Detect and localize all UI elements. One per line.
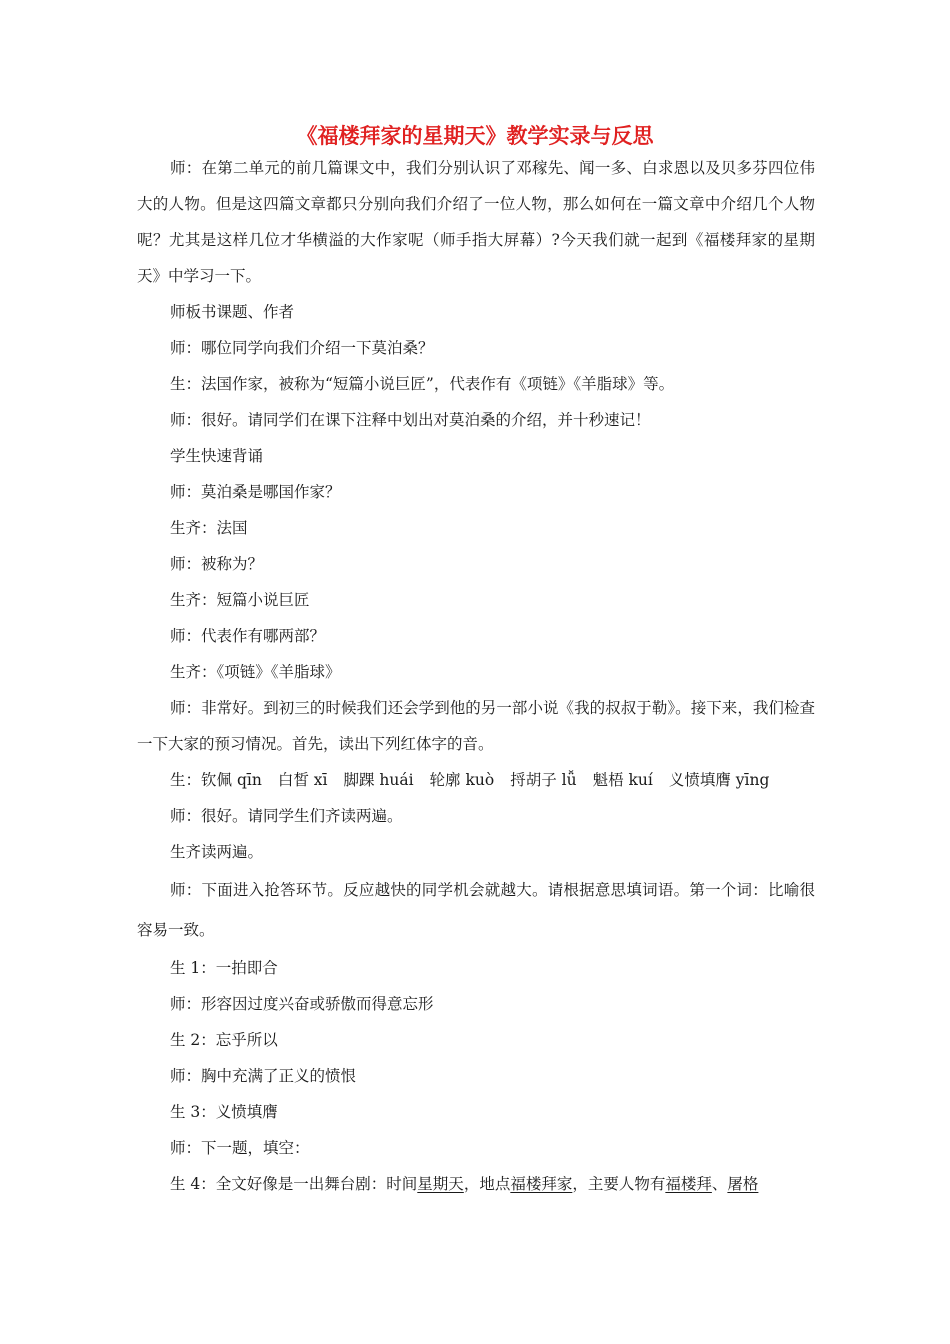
paragraph: 师：形容因过度兴奋或骄傲而得意忘形 <box>170 995 434 1013</box>
paragraph: 师：哪位同学向我们介绍一下莫泊桑？ <box>170 339 434 357</box>
paragraph: 生 3：义愤填膺 <box>170 1103 278 1121</box>
paragraph: 师：很好。请同学们在课下注释中划出对莫泊桑的介绍，并十秒速记！ <box>170 411 651 429</box>
paragraph: 师板书课题、作者 <box>170 303 295 321</box>
paragraph: 生齐：法国 <box>170 519 248 537</box>
paragraph: 师：被称为？ <box>170 555 264 573</box>
paragraph: 生 1：一拍即合 <box>170 959 278 977</box>
underlined-answer: 福楼拜家 <box>510 1175 573 1193</box>
pinyin-item: 义愤填膺 yīng <box>668 771 770 789</box>
document-title: 《福楼拜家的星期天》教学实录与反思 <box>296 124 654 148</box>
paragraph: 师：下面进入抢答环节。反应越快的同学机会就越大。请根据意思填词语。第一个词：比喻很容易一致。 <box>137 881 815 939</box>
paragraph: 生：法国作家，被称为“短篇小说巨匠”，代表作有《项链》《羊脂球》等。 <box>170 375 675 393</box>
pinyin-item: 白皙 xī <box>277 771 328 789</box>
pinyin-item: 轮廓 kuò <box>429 771 495 789</box>
paragraph: 生 2：忘乎所以 <box>170 1031 278 1049</box>
underlined-answer: 屠格 <box>727 1175 759 1193</box>
text-segment: 、 <box>711 1175 728 1193</box>
pinyin-item: 钦佩 qīn <box>201 771 262 789</box>
pinyin-prefix: 生： <box>170 771 202 789</box>
paragraph: 生齐读两遍。 <box>170 843 264 861</box>
text-segment: ，地点 <box>463 1175 511 1193</box>
pinyin-line <box>137 762 815 798</box>
paragraph: 师：莫泊桑是哪国作家？ <box>170 483 341 501</box>
last-line <box>137 1166 815 1202</box>
paragraph: 学生快速背诵 <box>170 447 264 465</box>
paragraph: 生齐：短篇小说巨匠 <box>170 591 310 609</box>
paragraph: 师：很好。请同学生们齐读两遍。 <box>170 807 403 825</box>
text-segment: ，主要人物有 <box>572 1175 666 1193</box>
paragraph: 师：下一题，填空： <box>170 1139 310 1157</box>
document-body <box>137 150 815 1202</box>
paragraph: 师：代表作有哪两部？ <box>170 627 326 645</box>
pinyin-item: 捋胡子 lǚ <box>510 771 577 789</box>
paragraph: 师：胸中充满了正义的愤恨 <box>170 1067 357 1085</box>
pinyin-item: 脚踝 huái <box>343 771 414 789</box>
paragraph: 生齐：《项链》《羊脂球》 <box>170 663 341 681</box>
pinyin-item: 魁梧 kuí <box>592 771 653 789</box>
text-segment: 生 4：全文好像是一出舞台剧：时间 <box>170 1175 418 1193</box>
underlined-answer: 福楼拜 <box>665 1175 712 1193</box>
paragraph: 师：在第二单元的前几篇课文中，我们分别认识了邓稼先、闻一多、白求恩以及贝多芬四位伟大的人物。但是这四篇文章都只分别向我们介绍了一位人物，那么如何在一篇文章中介绍几个人物呢？尤其是这样几位才华横溢的大作家呢（师手指大屏幕）?今天我们就一起到《福楼拜家的星期天》中学习一下。 <box>137 159 815 285</box>
paragraph: 师：非常好。到初三的时候我们还会学到他的另一部小说《我的叔叔于勒》。接下来，我们检查一下大家的预习情况。首先，读出下列红体字的音。 <box>137 699 815 753</box>
underlined-answer: 星期天 <box>417 1175 464 1193</box>
